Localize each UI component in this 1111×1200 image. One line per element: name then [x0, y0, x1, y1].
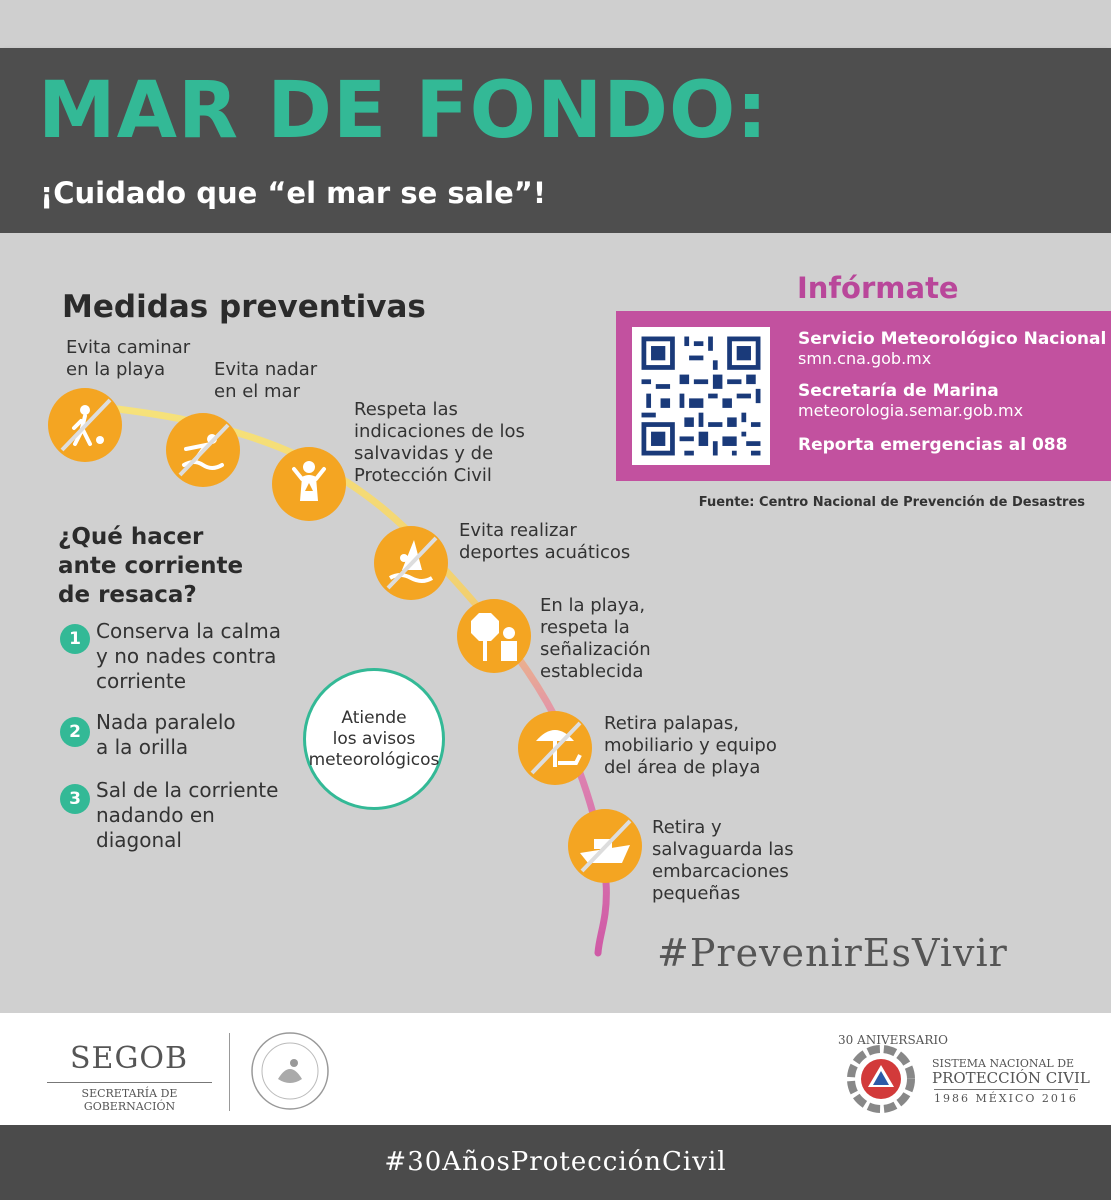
- no-swimming-icon: [166, 413, 240, 487]
- step-5-line: señalización: [540, 639, 651, 660]
- step-3-line: indicaciones de los: [354, 421, 525, 442]
- step-7-text: [652, 817, 794, 905]
- step-7-line: pequeñas: [652, 883, 741, 904]
- info-box: [616, 311, 1111, 481]
- step-1-text: [66, 337, 190, 381]
- top-strip: [0, 0, 1111, 48]
- resaca-item-line: y no nades contra: [96, 644, 277, 668]
- mexico-seal-icon: [248, 1029, 332, 1113]
- anniversary-text: 30 ANIVERSARIO: [838, 1033, 948, 1047]
- weather-notice-circle: [303, 668, 445, 810]
- resaca-heading: [58, 523, 243, 610]
- segob-subtitle: SECRETARÍA DE GOBERNACIÓN: [47, 1082, 212, 1113]
- number-badge: 3: [60, 784, 90, 814]
- step-3-text: [354, 399, 525, 487]
- resaca-heading-line: de resaca?: [58, 582, 197, 608]
- step-4-line: Evita realizar: [459, 520, 577, 541]
- notice-line: los avisos: [332, 728, 416, 749]
- footer-logos: [0, 1013, 1111, 1125]
- medidas-heading: Medidas preventivas: [62, 289, 426, 325]
- step-5-line: respeta la: [540, 617, 630, 638]
- step-3-line: Protección Civil: [354, 465, 492, 486]
- informate-heading: Infórmate: [797, 271, 959, 305]
- logo-divider: [229, 1033, 230, 1111]
- no-beach-furniture-icon: [518, 711, 592, 785]
- notice-line: Atiende: [341, 707, 407, 728]
- number-badge: 1: [60, 624, 90, 654]
- resaca-item-line: Conserva la calma: [96, 619, 281, 643]
- header-banner: [0, 48, 1111, 233]
- step-7-line: embarcaciones: [652, 861, 789, 882]
- step-6-line: mobiliario y equipo: [604, 735, 777, 756]
- step-2-line: en el mar: [214, 381, 300, 402]
- page-title: MAR DE FONDO:: [38, 66, 769, 156]
- step-6-line: Retira palapas,: [604, 713, 740, 734]
- step-2-text: [214, 359, 317, 403]
- hashtag-bottom: #30AñosProtecciónCivil: [384, 1147, 727, 1177]
- step-5-text: [540, 595, 651, 683]
- resaca-item-line: diagonal: [96, 828, 182, 852]
- resaca-item-line: Nada paralelo: [96, 710, 236, 734]
- resaca-heading-line: ¿Qué hacer: [58, 524, 204, 550]
- no-small-boat-icon: [568, 809, 642, 883]
- number-badge: 2: [60, 717, 90, 747]
- segob-logo-text: SEGOB: [70, 1041, 189, 1076]
- emergency-text: Reporta emergencias al 088: [798, 435, 1068, 455]
- main-content: [0, 233, 1111, 1013]
- step-1-line: en la playa: [66, 359, 166, 380]
- step-5-line: establecida: [540, 661, 644, 682]
- pc-line-3: 1986 MÉXICO 2016: [934, 1089, 1078, 1105]
- resaca-item-line: Sal de la corriente: [96, 778, 279, 802]
- resaca-item-line: corriente: [96, 669, 187, 693]
- page-subtitle: ¡Cuidado que “el mar se sale”!: [40, 176, 547, 210]
- resaca-item-2: [96, 710, 236, 760]
- notice-line: meteorológicos: [308, 749, 440, 770]
- pc-line-1: SISTEMA NACIONAL DE: [932, 1057, 1075, 1070]
- beach-sign-icon: [457, 599, 531, 673]
- step-1-line: Evita caminar: [66, 337, 191, 358]
- semar-name: Secretaría de Marina: [798, 381, 999, 401]
- step-4-line: deportes acuáticos: [459, 542, 631, 563]
- step-4-text: [459, 520, 630, 564]
- bottom-bar: [0, 1125, 1111, 1200]
- source-note: Fuente: Centro Nacional de Prevención de Desastres: [698, 495, 1085, 510]
- step-5-line: En la playa,: [540, 595, 646, 616]
- resaca-item-line: a la orilla: [96, 735, 189, 759]
- no-walking-icon: [48, 388, 122, 462]
- resaca-item-1: [96, 619, 281, 694]
- step-2-line: Evita nadar: [214, 359, 318, 380]
- step-3-line: Respeta las: [354, 399, 458, 420]
- hashtag-main: #PrevenirEsVivir: [657, 931, 1008, 975]
- smn-name: Servicio Meteorológico Nacional: [798, 329, 1107, 349]
- resaca-heading-line: ante corriente: [58, 553, 244, 579]
- resaca-item-3: [96, 778, 278, 853]
- info-lines: [798, 329, 1106, 455]
- step-3-line: salvavidas y de: [354, 443, 494, 464]
- qr-code[interactable]: [632, 327, 770, 465]
- resaca-item-line: nadando en: [96, 803, 215, 827]
- no-watersports-icon: [374, 526, 448, 600]
- step-6-text: [604, 713, 777, 779]
- smn-url[interactable]: smn.cna.gob.mx: [798, 349, 932, 368]
- pc-line-2: PROTECCIÓN CIVIL: [932, 1069, 1090, 1087]
- step-7-line: Retira y: [652, 817, 722, 838]
- semar-url[interactable]: meteorologia.semar.gob.mx: [798, 401, 1024, 420]
- step-6-line: del área de playa: [604, 757, 761, 778]
- lifeguard-icon: [272, 447, 346, 521]
- step-7-line: salvaguarda las: [652, 839, 794, 860]
